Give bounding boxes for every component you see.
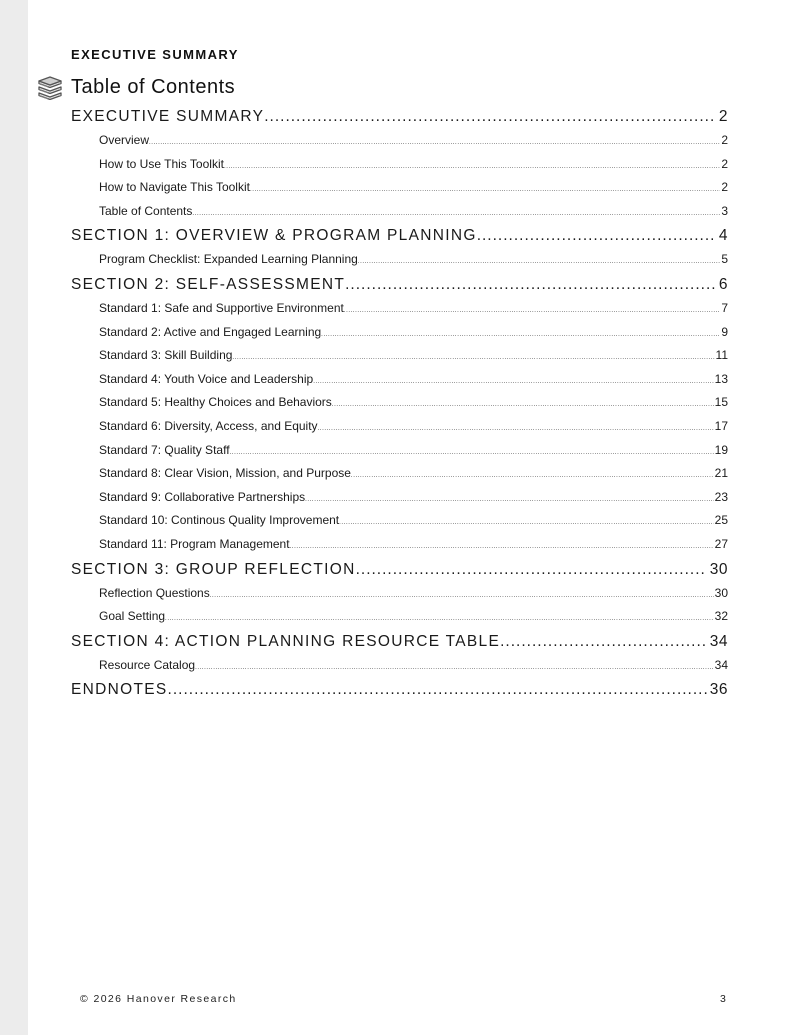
toc-subsection-entry[interactable] [71,486,728,510]
toc-entry-page: 27 [714,536,728,551]
toc-subsection-entry[interactable] [71,129,728,153]
toc-entry-page: 5 [721,252,728,267]
toc-entry-title: Standard 5: Healthy Choices and Behaviors [99,395,332,410]
toc-subsection-entry[interactable] [71,297,728,321]
toc-entry-page: 9 [721,324,728,339]
footer-copyright: © 2026 Hanover Research [80,993,237,1005]
toc-subsection-entry[interactable] [71,654,728,678]
dot-leader [332,394,714,415]
toc-entry-title: ENDNOTES [71,681,168,699]
toc-subsection-entry[interactable] [71,533,728,557]
toc-subsection-entry[interactable] [71,605,728,629]
toc-entry-page: 2 [721,133,728,147]
toc-subsection-entry[interactable] [71,321,728,345]
toc-subsection-entry[interactable] [71,582,728,606]
toc-entry-page: 6 [718,275,728,293]
toc-entry-page: 36 [709,681,728,699]
toc-entry-page: 17 [714,418,728,433]
dot-leader [318,418,714,439]
toc-entry-page: 30 [709,560,728,578]
toc-entry-title: How to Navigate This Toolkit [99,180,250,195]
dot-leader [250,179,720,200]
toc-entry-page: 32 [714,609,728,624]
toc-section-entry[interactable] [71,677,728,702]
dot-leader [345,272,716,297]
toc-entry-page: 23 [714,489,728,504]
toc-section-entry[interactable] [71,223,728,248]
toc-subsection-entry[interactable] [71,344,728,368]
dot-leader [344,300,720,321]
toc-subsection-entry[interactable] [71,509,728,533]
toc-entry-title: Standard 7: Quality Staff [99,442,230,457]
toc-entry-title: Standard 10: Continous Quality Improvement [99,513,340,528]
dot-leader [356,557,707,582]
books-icon [36,74,64,100]
toc-subsection-entry[interactable] [71,391,728,415]
toc-subsection-entry[interactable] [71,176,728,200]
dot-leader [351,465,714,486]
toc-entry-title: Standard 3: Skill Building [99,348,233,363]
toc-entry-title: EXECUTIVE SUMMARY [71,108,265,125]
toc-entry-title: SECTION 2: SELF-ASSESSMENT [71,275,346,293]
toc-entry-page: 2 [721,180,728,195]
toc-entry-page: 15 [714,395,728,410]
toc-entry-title: SECTION 4: ACTION PLANNING RESOURCE TABLE [71,632,501,650]
toc-entry-title: Standard 1: Safe and Supportive Environment [99,300,344,315]
dot-leader [232,347,714,368]
dot-leader [305,489,714,510]
toc-entry-page: 34 [714,657,728,672]
toc-entry-page: 13 [714,371,728,386]
toc-entry-title: Reflection Questions [99,585,210,600]
toc-entry-page: 2 [718,108,728,125]
toc-section-entry[interactable] [71,104,728,129]
toc-entry-title: SECTION 3: GROUP REFLECTION [71,560,356,578]
toc-entry-title: Standard 8: Clear Vision, Mission, and Purpose [99,466,351,481]
toc-entry-page: 25 [714,513,728,528]
toc-section-entry[interactable] [71,272,728,297]
toc-entry-title: Overview [99,133,150,147]
dot-leader [477,223,716,248]
footer-page-number: 3 [720,993,726,1005]
toc-entry-page: 34 [709,632,728,650]
toc-subsection-entry[interactable] [71,368,728,392]
toc-entry-page: 2 [721,156,728,171]
left-margin-strip [0,0,28,1035]
toc-subsection-entry[interactable] [71,153,728,177]
dot-leader [192,203,720,224]
dot-leader [224,156,720,177]
toc-entry-title: SECTION 1: OVERVIEW & PROGRAM PLANNING [71,227,477,245]
dot-leader [168,677,707,702]
toc-entry-title: Standard 11: Program Management [99,536,290,551]
dot-leader [500,629,707,654]
toc-section-entry[interactable] [71,557,728,582]
toc-entry-title: Standard 4: Youth Voice and Leadership [99,371,314,386]
toc-entry-page: 3 [721,203,728,218]
toc-entry-page: 11 [715,348,728,363]
toc-entry-page: 4 [718,227,728,245]
dot-leader [195,657,714,678]
toc-subsection-entry[interactable] [71,462,728,486]
toc-entry-page: 30 [714,585,728,600]
dot-leader [230,442,714,463]
toc-entry-title: Resource Catalog [99,657,196,672]
toc-title: Table of Contents [71,75,236,98]
dot-leader [264,104,716,129]
toc-entry-title: How to Use This Toolkit [99,156,224,171]
toc-entry-page: 21 [714,466,728,481]
toc-entry-title: Standard 9: Collaborative Partnerships [99,489,306,504]
toc-entry-title: Goal Setting [99,609,166,624]
toc-subsection-entry[interactable] [71,415,728,439]
toc-heading [36,74,235,100]
dot-leader [290,536,714,557]
toc-entry-page: 7 [721,300,728,315]
dot-leader [165,608,714,629]
running-header: EXECUTIVE SUMMARY [71,47,239,62]
toc-entry-title: Standard 6: Diversity, Access, and Equity [99,418,318,433]
toc-entry-title: Table of Contents [99,203,193,218]
dot-leader [313,371,713,392]
toc-entry-page: 19 [714,442,728,457]
toc-entry-title: Program Checklist: Expanded Learning Planning [99,252,358,267]
dot-leader [358,251,720,272]
toc-subsection-entry[interactable] [71,439,728,463]
dot-leader [339,512,714,533]
toc-entry-title: Standard 2: Active and Engaged Learning [99,324,322,339]
toc-subsection-entry[interactable] [71,200,728,224]
dot-leader [210,585,714,606]
table-of-contents [71,104,728,702]
dot-leader [149,132,720,153]
dot-leader [321,324,720,345]
toc-subsection-entry[interactable] [71,248,728,272]
toc-section-entry[interactable] [71,629,728,654]
